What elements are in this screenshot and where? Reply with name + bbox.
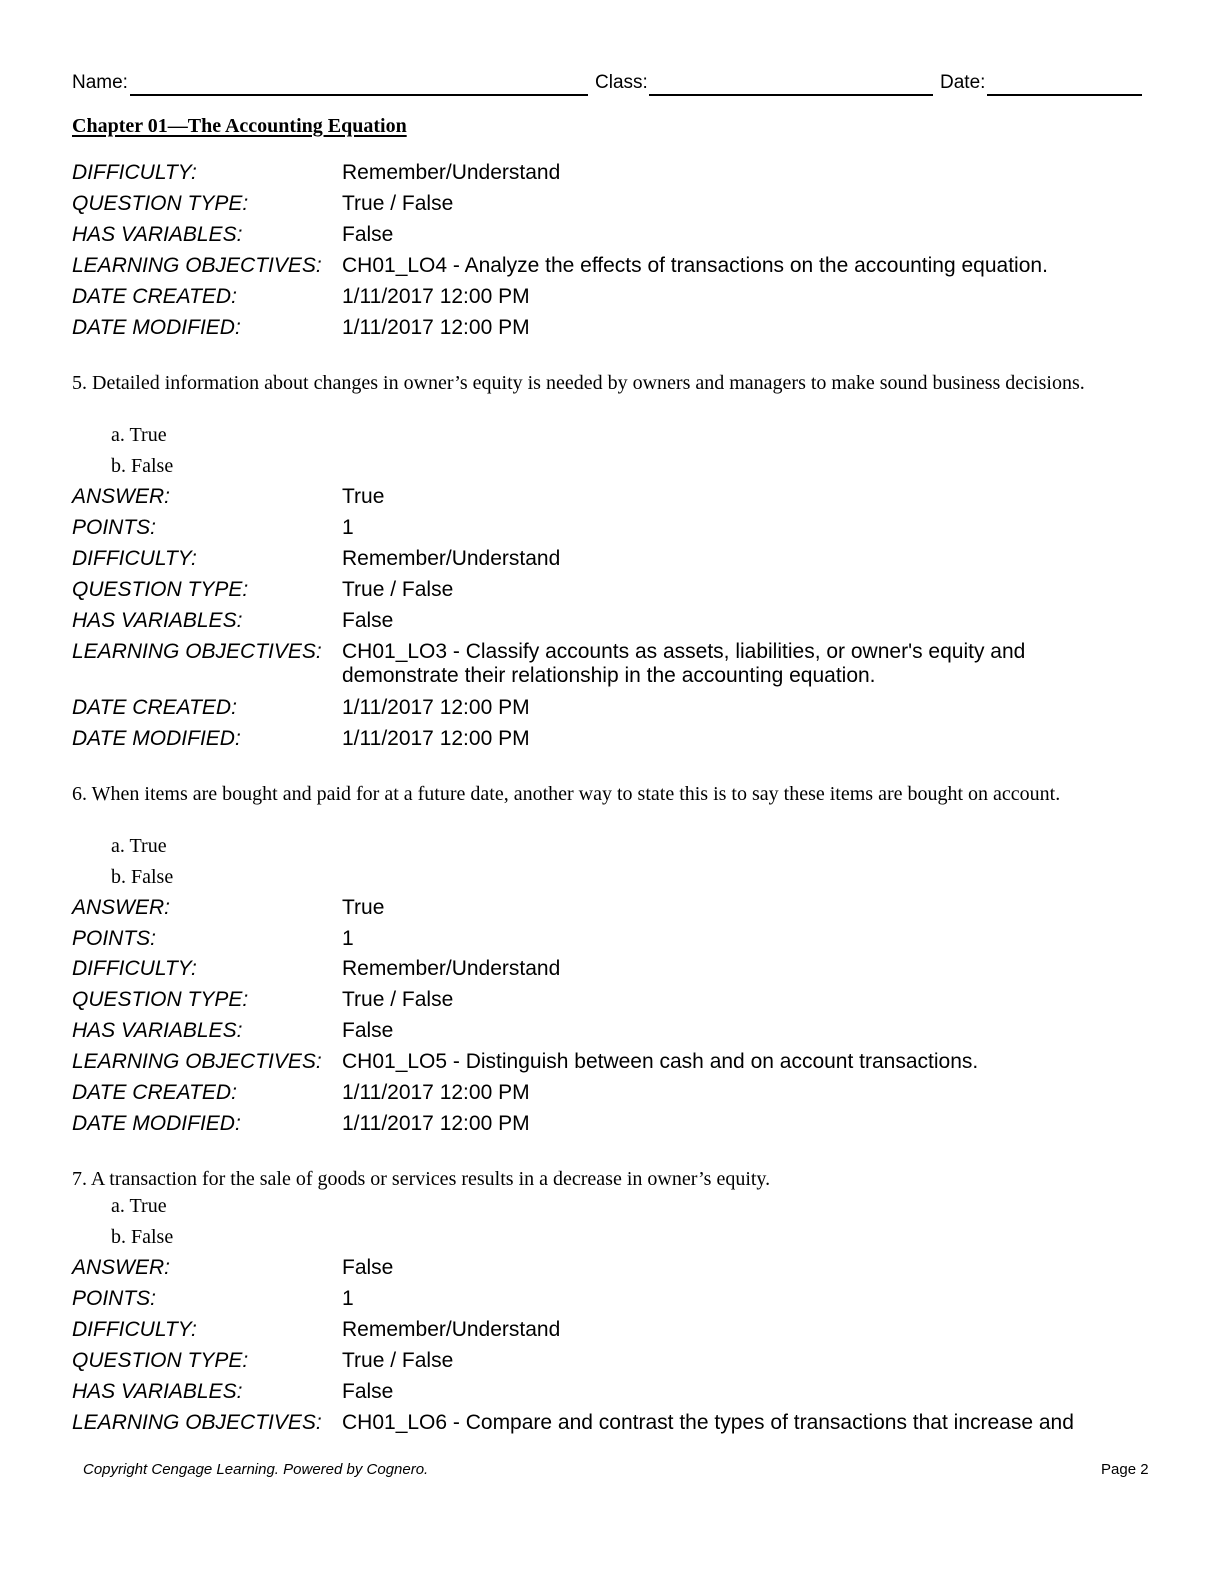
q7-option-b: b. False <box>111 1226 174 1248</box>
header-fields <box>72 72 1142 98</box>
chapter-title: Chapter 01—The Accounting Equation <box>72 115 407 137</box>
q5-option-a: a. True <box>111 424 167 446</box>
difficulty-label: DIFFICULTY: <box>72 1318 197 1341</box>
date-created-value: 1/11/2017 12:00 PM <box>342 1081 530 1104</box>
date-modified-label: DATE MODIFIED: <box>72 727 241 750</box>
question-7-text: 7. A transaction for the sale of goods or services results in a decrease in owner’s equity. <box>72 1168 771 1190</box>
points-value: 1 <box>342 1287 354 1310</box>
answer-value: False <box>342 1256 394 1279</box>
class-blank-line <box>649 94 933 96</box>
question-type-label: QUESTION TYPE: <box>72 578 249 601</box>
learning-objectives-value: CH01_LO4 - Analyze the effects of transactions on the accounting equation. <box>342 254 1048 277</box>
learning-objectives-label: LEARNING OBJECTIVES: <box>72 254 322 277</box>
points-value: 1 <box>342 516 354 539</box>
difficulty-label: DIFFICULTY: <box>72 957 197 980</box>
date-created-value: 1/11/2017 12:00 PM <box>342 696 530 719</box>
answer-label: ANSWER: <box>72 1256 171 1279</box>
learning-objectives-label: LEARNING OBJECTIVES: <box>72 1411 322 1434</box>
question-type-label: QUESTION TYPE: <box>72 192 249 215</box>
date-modified-value: 1/11/2017 12:00 PM <box>342 727 530 750</box>
page-number: Page 2 <box>1101 1461 1149 1478</box>
question-type-value: True / False <box>342 1349 454 1372</box>
date-modified-label: DATE MODIFIED: <box>72 1112 241 1135</box>
answer-value: True <box>342 485 385 508</box>
copyright-footer: Copyright Cengage Learning. Powered by Cognero. <box>83 1461 429 1478</box>
points-label: POINTS: <box>72 516 157 539</box>
date-blank-line <box>987 94 1142 96</box>
has-variables-value: False <box>342 609 394 632</box>
has-variables-label: HAS VARIABLES: <box>72 223 243 246</box>
date-label: Date: <box>940 72 986 93</box>
has-variables-label: HAS VARIABLES: <box>72 609 243 632</box>
learning-objectives-value: CH01_LO5 - Distinguish between cash and on account transactions. <box>342 1050 979 1073</box>
learning-objectives-label: LEARNING OBJECTIVES: <box>72 1050 322 1073</box>
answer-value: True <box>342 896 385 919</box>
difficulty-label: DIFFICULTY: <box>72 547 197 570</box>
question-type-label: QUESTION TYPE: <box>72 988 249 1011</box>
difficulty-label: DIFFICULTY: <box>72 161 197 184</box>
date-created-label: DATE CREATED: <box>72 1081 237 1104</box>
difficulty-value: Remember/Understand <box>342 547 561 570</box>
name-blank-line <box>130 94 588 96</box>
points-value: 1 <box>342 927 354 950</box>
question-6-text: 6. When items are bought and paid for at a future date, another way to state this is to say these items are bought on account. <box>72 783 1061 805</box>
question-type-value: True / False <box>342 988 454 1011</box>
difficulty-value: Remember/Understand <box>342 161 561 184</box>
class-label: Class: <box>595 72 648 93</box>
difficulty-value: Remember/Understand <box>342 957 561 980</box>
has-variables-label: HAS VARIABLES: <box>72 1380 243 1403</box>
date-created-value: 1/11/2017 12:00 PM <box>342 285 530 308</box>
points-label: POINTS: <box>72 1287 157 1310</box>
q6-option-a: a. True <box>111 835 167 857</box>
learning-objectives-value: CH01_LO6 - Compare and contrast the types of transactions that increase and <box>342 1411 1074 1434</box>
has-variables-value: False <box>342 1019 394 1042</box>
date-created-label: DATE CREATED: <box>72 285 237 308</box>
answer-label: ANSWER: <box>72 896 171 919</box>
question-type-value: True / False <box>342 578 454 601</box>
date-modified-label: DATE MODIFIED: <box>72 316 241 339</box>
q5-option-b: b. False <box>111 455 174 477</box>
has-variables-value: False <box>342 223 394 246</box>
difficulty-value: Remember/Understand <box>342 1318 561 1341</box>
question-type-label: QUESTION TYPE: <box>72 1349 249 1372</box>
question-type-value: True / False <box>342 192 454 215</box>
learning-objectives-value: CH01_LO3 - Classify accounts as assets, liabilities, or owner's equity and demonstrate their relationship in the accounting equation. <box>342 640 1026 687</box>
name-label: Name: <box>72 72 128 93</box>
q6-option-b: b. False <box>111 866 174 888</box>
has-variables-label: HAS VARIABLES: <box>72 1019 243 1042</box>
learning-objectives-label: LEARNING OBJECTIVES: <box>72 640 322 663</box>
date-created-label: DATE CREATED: <box>72 696 237 719</box>
date-modified-value: 1/11/2017 12:00 PM <box>342 316 530 339</box>
q7-option-a: a. True <box>111 1195 167 1217</box>
question-5-text: 5. Detailed information about changes in owner’s equity is needed by owners and managers to make sound business decisions. <box>72 372 1085 394</box>
has-variables-value: False <box>342 1380 394 1403</box>
points-label: POINTS: <box>72 927 157 950</box>
answer-label: ANSWER: <box>72 485 171 508</box>
date-modified-value: 1/11/2017 12:00 PM <box>342 1112 530 1135</box>
